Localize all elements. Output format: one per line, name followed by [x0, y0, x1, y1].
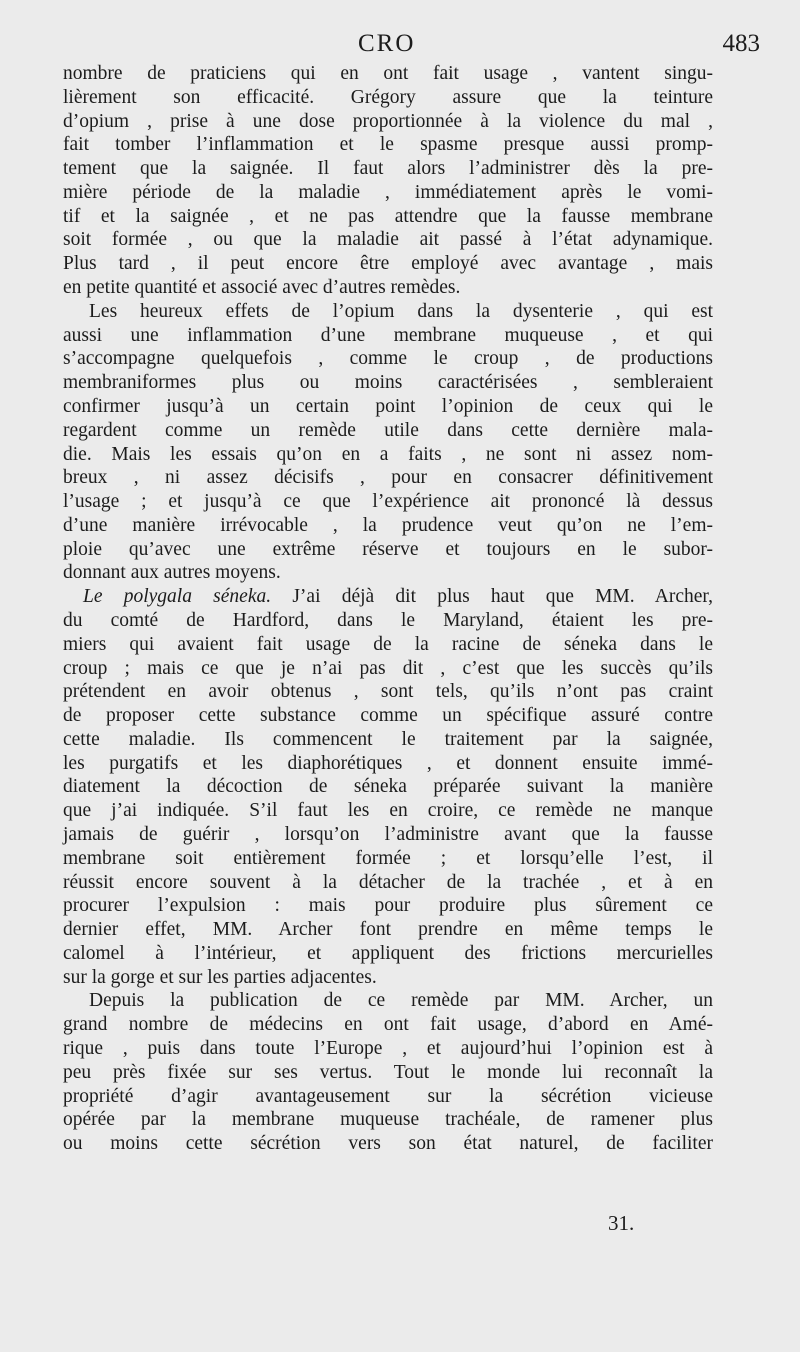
paragraph-start-line: Les heureux effets de l’opium dans la dysenterie , qui est	[89, 300, 713, 322]
text-line: diatement la décoction de séneka préparée suivant la manière	[63, 776, 713, 798]
text-line: aussi une inflammation d’une membrane muqueuse , et qui	[63, 324, 713, 346]
text-line: miers qui avaient fait usage de la racine de séneka dans le	[63, 633, 713, 655]
body-text	[63, 62, 713, 1156]
text-line: nombre de praticiens qui en ont fait usage , vantent singu-	[63, 63, 713, 84]
text-line: peu près fixée sur ses vertus. Tout le monde lui reconnaît la	[63, 1061, 713, 1083]
text-line: d’opium , prise à une dose proportionnée à la violence du mal ,	[63, 110, 713, 132]
text-line: que j’ai indiquée. S’il faut les en croire, ce remède ne manque	[63, 800, 713, 822]
text-line: soit formée , ou que la maladie ait passé à l’état adynamique.	[63, 229, 713, 251]
italic-lead-in: Le polygala séneka.	[83, 586, 272, 608]
text-line: opérée par la membrane muqueuse trachéale, de ramener plus	[63, 1109, 713, 1131]
text-line: s’accompagne quelquefois , comme le croup , de productions	[63, 348, 713, 370]
paragraph-start-line: Depuis la publication de ce remède par MM. Archer, un	[89, 990, 713, 1012]
text-line: procurer l’expulsion : mais pour produire plus sûrement ce	[63, 895, 713, 917]
running-head: CRO	[358, 30, 416, 57]
text-line: tement que la saignée. Il faut alors l’administrer dès la pre-	[63, 158, 713, 180]
text-line: mière période de la maladie , immédiatement après le vomi-	[63, 181, 713, 203]
text-line: croup ; mais ce que je n’ai pas dit , c’est que les succès qu’ils	[63, 657, 713, 679]
text-line: membrane soit entièrement formée ; et lorsqu’elle l’est, il	[63, 847, 713, 869]
text-line: die. Mais les essais qu’on en a faits , ne sont ni assez nom-	[63, 443, 713, 465]
text-line: du comté de Hardford, dans le Maryland, étaient les pre-	[63, 609, 713, 631]
text-line: réussit encore souvent à la détacher de la trachée , et à en	[63, 871, 713, 893]
text-line: confirmer jusqu’à un certain point l’opinion de ceux qui le	[63, 395, 713, 417]
text-line: donnant aux autres moyens.	[63, 562, 281, 584]
text-line: calomel à l’intérieur, et appliquent des frictions mercurielles	[63, 942, 713, 964]
text-line: de proposer cette substance comme un spécifique assuré contre	[63, 705, 713, 727]
text-line: sur la gorge et sur les parties adjacentes.	[63, 966, 377, 988]
page-number: 483	[722, 30, 760, 57]
text-line: cette maladie. Ils commencent le traitement par la saignée,	[63, 728, 713, 750]
signature-mark: 31.	[608, 1211, 635, 1235]
text-line-rest: J’ai déjà dit plus haut que MM. Archer,	[292, 586, 714, 608]
text-line: les purgatifs et les diaphorétiques , et donnent ensuite immé-	[63, 752, 713, 774]
text-line: d’une manière irrévocable , la prudence veut qu’on ne l’em-	[63, 514, 713, 536]
text-line: regardent comme un remède utile dans cette dernière mala-	[63, 419, 713, 441]
text-line: dernier effet, MM. Archer font prendre en même temps le	[63, 919, 713, 941]
text-line: fait tomber l’inflammation et le spasme presque aussi promp-	[63, 134, 713, 156]
paragraph-start-line	[63, 585, 713, 609]
text-line: prétendent en avoir obtenus , sont tels, qu’ils n’ont pas craint	[63, 681, 713, 703]
text-line: ploie qu’avec une extrême réserve et toujours en le subor-	[63, 538, 713, 560]
text-line: grand nombre de médecins en ont fait usage, d’abord en Amé-	[63, 1014, 713, 1036]
text-line: l’usage ; et jusqu’à ce que l’expérience ait prononcé là dessus	[63, 491, 713, 513]
text-line: tif et la saignée , et ne pas attendre que la fausse membrane	[63, 205, 713, 227]
text-line: jamais de guérir , lorsqu’on l’administre avant que la fausse	[63, 824, 713, 845]
text-line: ou moins cette sécrétion vers son état naturel, de faciliter	[63, 1133, 713, 1155]
text-line: lièrement son efficacité. Grégory assure que la teinture	[63, 86, 713, 108]
text-line: rique , puis dans toute l’Europe , et aujourd’hui l’opinion est à	[63, 1038, 713, 1060]
text-line: en petite quantité et associé avec d’autres remèdes.	[63, 277, 461, 299]
text-line: membraniformes plus ou moins caractérisées , sembleraient	[63, 372, 713, 394]
text-line: Plus tard , il peut encore être employé avec avantage , mais	[63, 253, 713, 275]
text-line: propriété d’agir avantageusement sur la sécrétion vicieuse	[63, 1085, 713, 1107]
text-line: breux , ni assez décisifs , pour en consacrer définitivement	[63, 467, 713, 489]
